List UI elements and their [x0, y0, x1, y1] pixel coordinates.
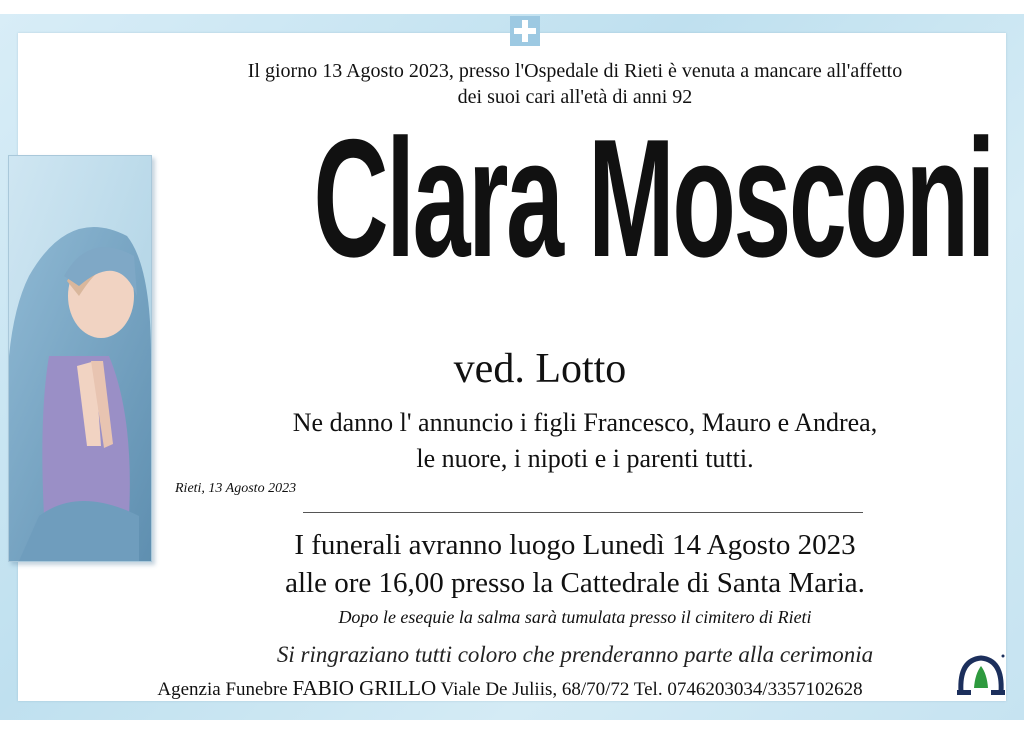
funeral-line-1: I funerali avranno luogo Lunedì 14 Agosto 2023 [294, 529, 856, 561]
agency-name: FABIO GRILLO [292, 676, 437, 700]
funeral-info [150, 526, 1000, 602]
announce-line-2: le nuore, i nipoti e i parenti tutti. [416, 444, 754, 473]
divider-line [303, 512, 863, 513]
place-date: Rieti, 13 Agosto 2023 [175, 481, 297, 496]
intro-line-2: dei suoi cari all'età di anni 92 [457, 86, 693, 108]
burial-info: Dopo le esequie la salma sarà tumulata presso il cimitero di Rieti [338, 607, 812, 627]
thanks-line: Si ringraziano tutti coloro che prenderanno parte alla cerimonia [276, 642, 874, 667]
agency-prefix: Agenzia Funebre [157, 679, 288, 700]
widow-of: ved. Lotto [453, 346, 627, 392]
praying-madonna-image [8, 155, 152, 562]
deceased-name: Clara Mosconi [313, 104, 994, 292]
intro-line-1: Il giorno 13 Agosto 2023, presso l'Ospedale di Rieti è venuta a mancare all'affetto [247, 60, 903, 82]
cross-icon [510, 16, 540, 46]
agency-address-phone: Viale De Juliis, 68/70/72 Tel. 0746203034/3357102628 [440, 679, 863, 700]
announcement [170, 405, 1000, 477]
agency-logo-icon [955, 650, 1007, 700]
funeral-line-2: alle ore 16,00 presso la Cattedrale di Santa Maria. [285, 567, 865, 599]
agency-footer [60, 674, 960, 704]
announce-line-1: Ne danno l' annuncio i figli Francesco, Mauro e Andrea, [292, 408, 878, 437]
